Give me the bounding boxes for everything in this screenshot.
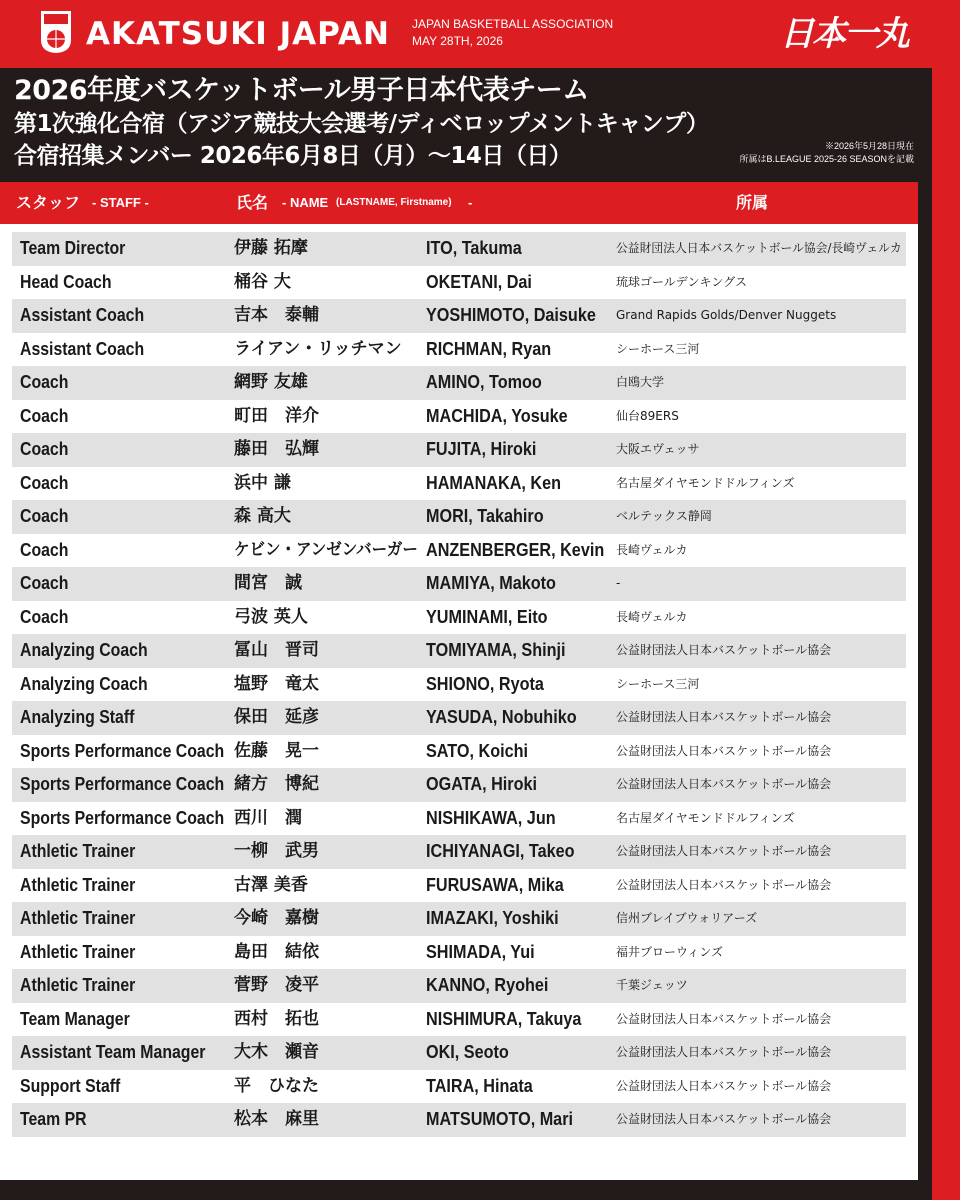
staff-name-jp: 西川 潤 [234, 807, 302, 828]
table-row [12, 333, 906, 367]
headline-line-2: 第1次強化合宿（アジア競技大会選考/ディベロップメントキャンプ） [14, 111, 709, 137]
staff-role: Athletic Trainer [20, 841, 136, 861]
staff-name-jp: 一柳 武男 [234, 841, 319, 861]
staff-role: Coach [20, 539, 69, 560]
table-row [12, 1103, 906, 1137]
notes [739, 140, 914, 166]
staff-name-en: FUJITA, Hiroki [426, 439, 537, 459]
staff-role: Athletic Trainer [20, 941, 136, 962]
staff-name-en: HAMANAKA, Ken [426, 472, 561, 493]
table-row [12, 936, 906, 970]
staff-affiliation: 公益財団法人日本バスケットボール協会 [616, 743, 832, 758]
staff-name-jp: 保田 延彦 [234, 707, 319, 727]
staff-role: Coach [20, 405, 69, 426]
table-row [12, 768, 906, 802]
table-row [12, 634, 906, 668]
staff-name-jp: 間宮 誠 [234, 573, 302, 593]
table-row [12, 835, 906, 869]
staff-name-en: KANNO, Ryohei [426, 975, 549, 995]
staff-affiliation: 名古屋ダイヤモンドドルフィンズ [616, 810, 795, 825]
staff-name-en: ITO, Takuma [426, 238, 522, 258]
staff-affiliation: 長崎ヴェルカ [616, 542, 688, 557]
headline-line-1: 2026年度バスケットボール男子日本代表チーム [14, 75, 589, 106]
table-row [12, 869, 906, 903]
staff-name-en: OKI, Seoto [426, 1042, 509, 1062]
staff-name-jp: 大木 瀬音 [234, 1042, 319, 1062]
table-row [12, 668, 906, 702]
table-row [12, 601, 906, 635]
table-row [12, 400, 906, 434]
table-row [12, 266, 906, 300]
staff-name-en: OKETANI, Dai [426, 271, 532, 292]
staff-affiliation: 公益財団法人日本バスケットボール協会 [616, 643, 832, 657]
staff-affiliation: 公益財団法人日本バスケットボール協会 [616, 777, 832, 791]
staff-role: Coach [20, 606, 69, 627]
staff-name-jp: ライアン・リッチマン [234, 338, 402, 359]
calligraphy-slogan: 日本一丸 [780, 14, 908, 54]
staff-role: Assistant Coach [20, 338, 145, 359]
staff-name-jp: 町田 洋介 [234, 405, 319, 426]
staff-name-jp: 松本 麻里 [234, 1109, 319, 1129]
staff-name-en: NISHIKAWA, Jun [426, 807, 556, 828]
staff-role: Analyzing Staff [20, 707, 135, 727]
staff-affiliation: 大阪エヴェッサ [616, 442, 700, 456]
japan-basketball-logo [40, 10, 72, 54]
staff-affiliation: - [616, 576, 621, 590]
table-row [12, 1070, 906, 1104]
staff-role: Assistant Coach [20, 305, 145, 325]
staff-role: Athletic Trainer [20, 908, 136, 928]
col-staff-en: - STAFF - [92, 195, 149, 210]
table-row [12, 366, 906, 400]
staff-role: Head Coach [20, 271, 112, 292]
table-row [12, 534, 906, 568]
staff-role: Team Director [20, 238, 126, 258]
staff-role: Coach [20, 472, 69, 493]
staff-name-jp: 菅野 凌平 [234, 975, 319, 995]
staff-affiliation: 長崎ヴェルカ [616, 609, 688, 624]
table-row [12, 500, 906, 534]
staff-name-jp: ケビン・アンゼンバーガー [234, 539, 418, 560]
col-name-jp: 氏名 [236, 193, 269, 212]
staff-role: Support Staff [20, 1075, 121, 1096]
staff-name-jp: 伊藤 拓摩 [234, 238, 308, 258]
staff-affiliation: 公益財団法人日本バスケットボール協会 [616, 877, 832, 892]
staff-role: Coach [20, 372, 69, 392]
staff-name-en: YUMINAMI, Eito [426, 606, 548, 627]
staff-role: Team PR [20, 1109, 87, 1129]
headline-line-3: 合宿招集メンバー 2026年6月8日（月）～14日（日） [14, 143, 572, 169]
staff-name-jp: 今崎 嘉樹 [234, 908, 319, 928]
staff-name-en: SHIMADA, Yui [426, 941, 535, 962]
staff-affiliation: 公益財団法人日本バスケットボール協会 [616, 1011, 832, 1026]
header-bar [0, 0, 960, 68]
staff-affiliation: 公益財団法人日本バスケットボール協会 [616, 1078, 832, 1093]
staff-name-jp: 藤田 弘輝 [234, 439, 319, 459]
staff-affiliation: ベルテックス静岡 [616, 509, 712, 523]
table-row [12, 969, 906, 1003]
staff-name-jp: 浜中 謙 [234, 472, 291, 493]
staff-name-en: YASUDA, Nobuhiko [426, 707, 577, 727]
brand-title: AKATSUKI JAPAN [86, 16, 390, 52]
staff-affiliation: 福井ブローウィンズ [616, 944, 723, 959]
staff-name-jp: 吉本 泰輔 [234, 305, 319, 325]
staff-name-en: RICHMAN, Ryan [426, 338, 552, 359]
staff-role: Coach [20, 439, 69, 459]
staff-role: Athletic Trainer [20, 874, 136, 895]
staff-name-jp: 平 ひなた [234, 1075, 319, 1096]
staff-name-en: MATSUMOTO, Mari [426, 1109, 574, 1129]
staff-name-jp: 冨山 晋司 [234, 640, 319, 660]
col-staff-jp: スタッフ [16, 193, 81, 212]
association-name: JAPAN BASKETBALL ASSOCIATION [412, 17, 614, 31]
table-row [12, 467, 906, 501]
staff-affiliation: 信州ブレイブウォリアーズ [616, 911, 758, 925]
staff-role: Assistant Team Manager [20, 1042, 206, 1062]
col-name-dash: - [468, 195, 473, 210]
col-affiliation: 所属 [736, 193, 769, 212]
staff-affiliation: 公益財団法人日本バスケットボール協会 [616, 710, 832, 724]
staff-table [12, 232, 906, 1137]
staff-name-en: SATO, Koichi [426, 740, 529, 761]
staff-role: Sports Performance Coach [20, 774, 225, 794]
association-block [412, 16, 613, 50]
table-row [12, 735, 906, 769]
staff-affiliation: 公益財団法人日本バスケットボール協会/長崎ヴェルカ [616, 241, 902, 255]
note-date: ※2026年5月28日現在 [824, 141, 914, 151]
staff-affiliation: シーホース三河 [616, 341, 700, 356]
staff-affiliation: シーホース三河 [616, 676, 700, 691]
staff-name-jp: 森 高大 [234, 506, 291, 526]
staff-name-jp: 網野 友雄 [234, 372, 308, 392]
staff-name-en: MAMIYA, Makoto [426, 573, 556, 593]
table-row [12, 232, 906, 266]
staff-affiliation: 白鴎大学 [616, 375, 665, 389]
staff-name-jp: 緒方 博紀 [234, 774, 319, 794]
table-row [12, 433, 906, 467]
staff-role: Sports Performance Coach [20, 740, 225, 761]
table-row [12, 1003, 906, 1037]
staff-name-en: TOMIYAMA, Shinji [426, 640, 566, 660]
staff-name-en: SHIONO, Ryota [426, 673, 544, 694]
note-affiliation: 所属はB.LEAGUE 2025-26 SEASONを記載 [739, 154, 914, 164]
table-row [12, 701, 906, 735]
staff-name-en: ANZENBERGER, Kevin [426, 539, 605, 560]
staff-name-en: OGATA, Hiroki [426, 774, 538, 794]
staff-role: Coach [20, 573, 69, 593]
col-name-en: - NAME [282, 195, 329, 210]
staff-affiliation: 琉球ゴールデンキングス [616, 274, 748, 289]
table-row [12, 802, 906, 836]
staff-affiliation: 仙台89ERS [616, 408, 679, 423]
staff-role: Sports Performance Coach [20, 807, 225, 828]
staff-name-en: MACHIDA, Yosuke [426, 405, 568, 426]
column-header [0, 182, 918, 224]
staff-name-en: IMAZAKI, Yoshiki [426, 908, 559, 928]
staff-affiliation: 千葉ジェッツ [616, 978, 688, 992]
staff-name-en: ICHIYANAGI, Takeo [426, 841, 575, 861]
right-stripe [932, 68, 960, 1200]
staff-role: Analyzing Coach [20, 673, 148, 694]
staff-name-jp: 古澤 美香 [234, 874, 308, 895]
staff-role: Coach [20, 506, 69, 526]
staff-affiliation: Grand Rapids Golds/Denver Nuggets [616, 308, 837, 322]
col-name-format: (LASTNAME, Firstname) [336, 197, 452, 208]
staff-name-en: TAIRA, Hinata [426, 1075, 533, 1096]
table-row [12, 1036, 906, 1070]
staff-role: Team Manager [20, 1008, 130, 1029]
staff-name-jp: 桶谷 大 [234, 271, 291, 292]
staff-affiliation: 公益財団法人日本バスケットボール協会 [616, 844, 832, 858]
staff-name-en: YOSHIMOTO, Daisuke [426, 305, 596, 325]
staff-affiliation: 公益財団法人日本バスケットボール協会 [616, 1045, 832, 1059]
staff-name-en: MORI, Takahiro [426, 506, 544, 526]
table-row [12, 567, 906, 601]
staff-name-en: AMINO, Tomoo [426, 372, 542, 392]
staff-role: Athletic Trainer [20, 975, 136, 995]
staff-role: Analyzing Coach [20, 640, 148, 660]
staff-name-jp: 島田 結依 [234, 941, 319, 962]
staff-name-jp: 佐藤 晃一 [234, 740, 319, 761]
staff-name-en: FURUSAWA, Mika [426, 874, 564, 895]
headline [14, 74, 709, 172]
staff-name-jp: 西村 拓也 [234, 1008, 319, 1029]
staff-name-jp: 弓波 英人 [234, 606, 308, 627]
release-date: MAY 28TH, 2026 [412, 34, 503, 48]
staff-affiliation: 名古屋ダイヤモンドドルフィンズ [616, 475, 795, 490]
staff-name-en: NISHIMURA, Takuya [426, 1008, 582, 1029]
table-row [12, 902, 906, 936]
staff-affiliation: 公益財団法人日本バスケットボール協会 [616, 1112, 832, 1126]
staff-name-jp: 塩野 竜太 [234, 673, 319, 694]
table-row [12, 299, 906, 333]
